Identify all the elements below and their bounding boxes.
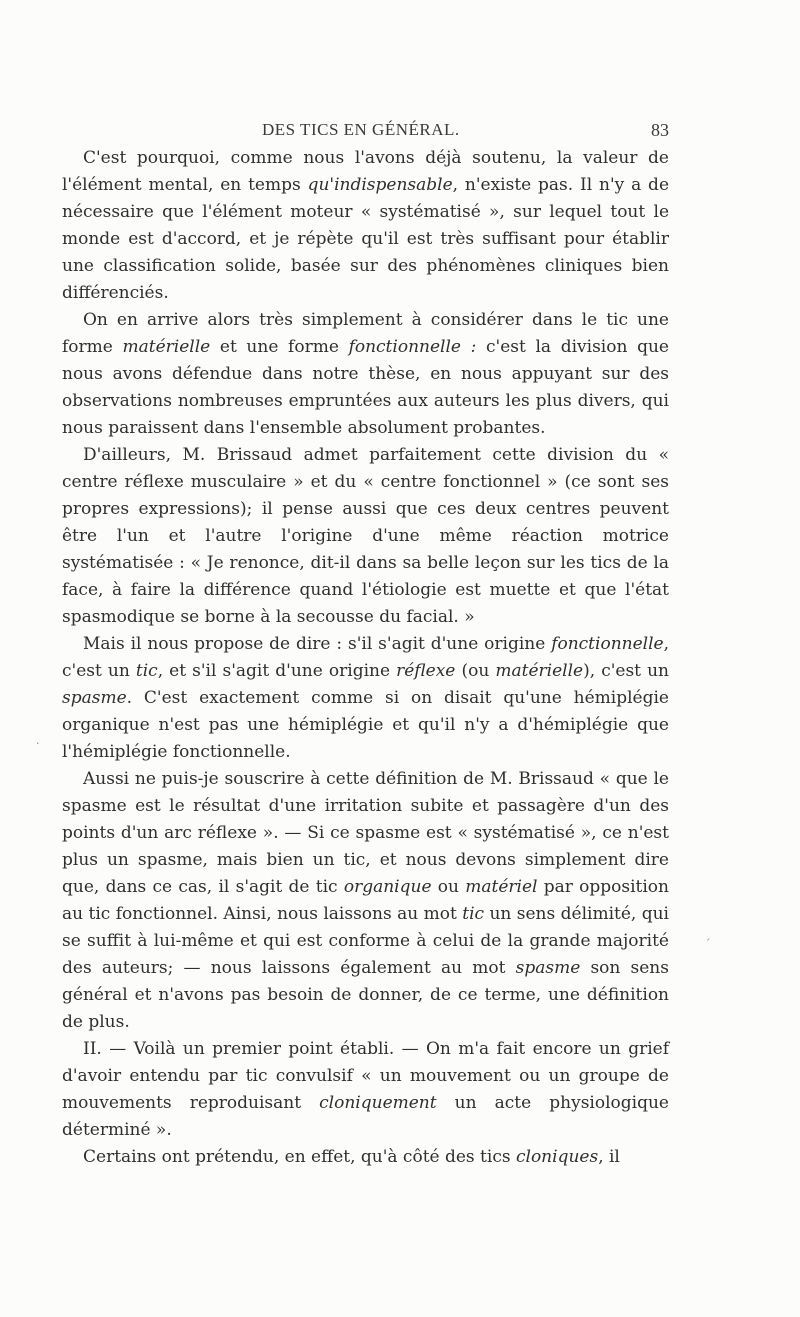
paragraph [62, 1036, 669, 1144]
italic-text: matériel [465, 877, 538, 897]
italic-text: fonctionnelle [551, 634, 664, 654]
italic-text: tic [135, 661, 158, 681]
margin-stroke-mark: ´ [705, 937, 711, 950]
text-run: On en arrive alors très simplement à considérer dans le tic une forme [62, 310, 669, 357]
text-run: , c'est un [62, 634, 669, 681]
italic-text: matérielle [122, 337, 211, 357]
text-run: ), c'est un [583, 661, 669, 681]
italic-text: qu'indispensable [307, 175, 453, 195]
text-run: un acte physiologique déterminé ». [62, 1093, 669, 1140]
text-run: D'ailleurs, M. Brissaud admet parfaitement cette division du « centre réflexe musculaire » et du « centre fonctionnel » (ce sont ses propres expressions); il pense aussi que ces deux centres peuvent être l'un et l'autre l'origine d'une même réaction motrice systématisée : « Je renonce, dit-il dans sa belle leçon sur les tics de la face, à faire la différence quand l'étiologie est muette et que l'état spasmodique se borne à la secousse du facial. » [62, 445, 669, 627]
italic-text: spasme [62, 688, 127, 708]
italic-text: cloniques [515, 1147, 599, 1167]
text-run: C'est pourquoi, comme nous l'avons déjà soutenu, la valeur de l'élément mental, en temps [62, 148, 669, 195]
text-run: ou [431, 877, 466, 897]
text-run: , et s'il s'agit d'une origine [157, 661, 397, 681]
text-run: . C'est exactement comme si on disait qu'une hémiplégie organique n'est pas une hémiplégie et qu'il n'y a d'hémiplégie que l'hémiplégie fonctionnelle. [62, 688, 669, 762]
paragraph [62, 1144, 669, 1171]
paragraph [62, 145, 669, 307]
italic-text: spasme [515, 958, 581, 978]
italic-text: tic [462, 904, 485, 924]
text-run: Certains ont prétendu, en effet, qu'à côté des tics [83, 1147, 516, 1167]
text-run: , il [598, 1147, 620, 1167]
italic-text: fonctionnelle : [348, 337, 477, 357]
text-run: II. — Voilà un premier point établi. — On m'a fait encore un grief d'avoir entendu par tic convulsif « un mouvement ou un groupe de mouvements reproduisant [62, 1039, 669, 1113]
text-run: (ou [455, 661, 496, 681]
text-run: c'est la division que nous avons défendue dans notre thèse, en nous appuyant sur des observations nombreuses empruntées aux auteurs les plus divers, qui nous paraissent dans l'ensemble absolument probantes. [62, 337, 669, 438]
text-run: Mais il nous propose de dire : s'il s'agit d'une origine [83, 634, 552, 654]
text-run: Aussi ne puis-je souscrire à cette définition de M. Brissaud « que le spasme est le résultat d'une irritation subite et passagère d'un des points d'un arc réflexe ». — Si ce spasme est « systématisé », ce n'est plus un spasme, mais bien un tic, et nous devons simplement dire que, dans ce cas, il s'agit de tic [62, 769, 669, 897]
text-run: et une forme [210, 337, 349, 357]
body-text [62, 145, 669, 1171]
page-number: 83 [651, 120, 669, 140]
paragraph [62, 307, 669, 442]
paragraph [62, 631, 669, 766]
italic-text: organique [343, 877, 432, 897]
text-run: par opposition au tic fonctionnel. Ainsi, nous laissons au mot [62, 877, 669, 924]
italic-text: matérielle [495, 661, 584, 681]
running-head: DES TICS EN GÉNÉRAL. [262, 120, 460, 139]
text-run: son sens général et n'avons pas besoin de donner, de ce terme, une définition de plus. [62, 958, 669, 1032]
paragraph [62, 766, 669, 1036]
page-header [62, 120, 669, 142]
text-run: , n'existe pas. Il n'y a de nécessaire que l'élément moteur « systématisé », sur lequel tout le monde est d'accord, et je répète qu'il est très suffisant pour établir une classification solide, basée sur des phénomènes cliniques bien différenciés. [62, 175, 669, 303]
italic-text: cloniquement [319, 1093, 437, 1113]
text-run: un sens délimité, qui se suffit à lui-même et qui est conforme à celui de la grande majorité des auteurs; — nous laissons également au mot [62, 904, 669, 978]
italic-text: réflexe [396, 661, 456, 681]
paragraph [62, 442, 669, 631]
margin-dot-mark: · [36, 737, 40, 750]
